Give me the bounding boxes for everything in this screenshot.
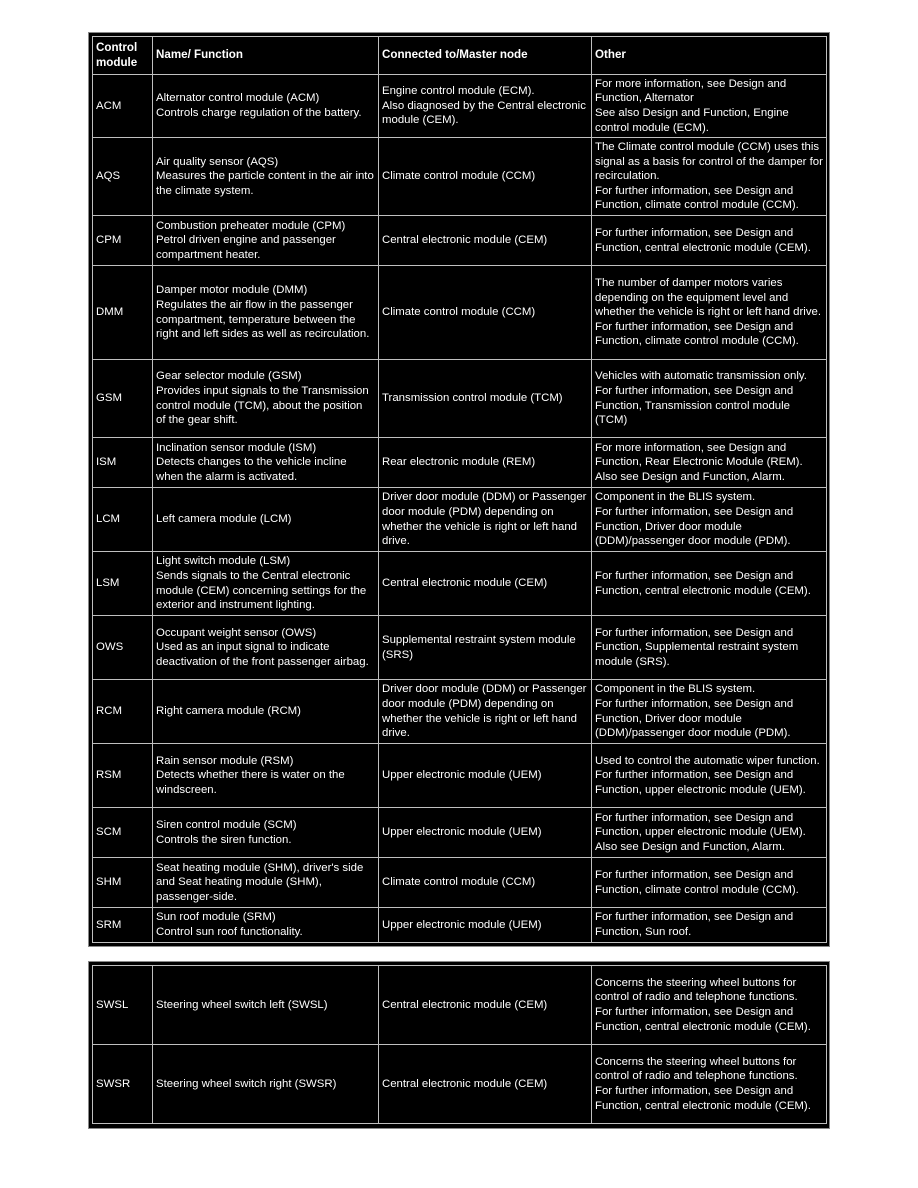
table-row (93, 360, 827, 438)
cell-other: For further information, see Design and Function, upper electronic module (UEM). Also see Design and Function, Alarm. (592, 808, 827, 858)
table-row (93, 908, 827, 943)
cell-module: DMM (93, 266, 153, 360)
cell-module: SWSL (93, 966, 153, 1045)
cell-other: For more information, see Design and Function, Rear Electronic Module (REM). Also see Design and Function, Alarm. (592, 438, 827, 488)
table-header-row (93, 37, 827, 75)
cell-module: RCM (93, 680, 153, 744)
cell-name-function: Gear selector module (GSM) Provides input signals to the Transmission control module (TCM), about the position of the gear shift. (153, 360, 379, 438)
cell-other: For more information, see Design and Function, Alternator See also Design and Function, Engine control module (ECM). (592, 75, 827, 138)
cell-module: LCM (93, 488, 153, 552)
steering-switch-table (89, 962, 829, 1128)
cell-connected-to: Central electronic module (CEM) (379, 216, 592, 266)
cell-connected-to: Transmission control module (TCM) (379, 360, 592, 438)
cell-name-function: Light switch module (LSM) Sends signals to the Central electronic module (CEM) concerning settings for the exterior and instrument lighting. (153, 552, 379, 616)
cell-other: Component in the BLIS system. For further information, see Design and Function, Driver door module (DDM)/passenger door module (PDM). (592, 488, 827, 552)
cell-name-function: Air quality sensor (AQS) Measures the particle content in the air into the climate system. (153, 138, 379, 216)
cell-connected-to: Climate control module (CCM) (379, 266, 592, 360)
cell-module: CPM (93, 216, 153, 266)
cell-name-function: Alternator control module (ACM) Controls charge regulation of the battery. (153, 75, 379, 138)
cell-other: The number of damper motors varies depending on the equipment level and whether the vehicle is right or left hand drive. For further information, see Design and Function, climate control module (CCM). (592, 266, 827, 360)
table-row (93, 216, 827, 266)
cell-connected-to: Upper electronic module (UEM) (379, 744, 592, 808)
cell-connected-to: Climate control module (CCM) (379, 138, 592, 216)
cell-connected-to: Upper electronic module (UEM) (379, 808, 592, 858)
cell-module: ACM (93, 75, 153, 138)
header-other: Other (592, 37, 827, 75)
cell-other: Concerns the steering wheel buttons for control of radio and telephone functions. For further information, see Design and Function, central electronic module (CEM). (592, 966, 827, 1045)
table-row (93, 680, 827, 744)
table-row (93, 966, 827, 1045)
cell-module: RSM (93, 744, 153, 808)
cell-connected-to: Central electronic module (CEM) (379, 552, 592, 616)
table-row (93, 744, 827, 808)
cell-module: LSM (93, 552, 153, 616)
cell-module: SHM (93, 858, 153, 908)
table-row (93, 808, 827, 858)
cell-name-function: Right camera module (RCM) (153, 680, 379, 744)
cell-name-function: Occupant weight sensor (OWS) Used as an input signal to indicate deactivation of the front passenger airbag. (153, 616, 379, 680)
cell-other: The Climate control module (CCM) uses this signal as a basis for control of the damper for recirculation. For further information, see Design and Function, climate control module (CCM). (592, 138, 827, 216)
cell-name-function: Steering wheel switch right (SWSR) (153, 1045, 379, 1124)
cell-other: Vehicles with automatic transmission only. For further information, see Design and Function, Transmission control module (TCM) (592, 360, 827, 438)
cell-module: SRM (93, 908, 153, 943)
table-row (93, 266, 827, 360)
cell-connected-to: Driver door module (DDM) or Passenger door module (PDM) depending on whether the vehicle is right or left hand drive. (379, 488, 592, 552)
cell-connected-to: Central electronic module (CEM) (379, 1045, 592, 1124)
cell-other: For further information, see Design and Function, central electronic module (CEM). (592, 216, 827, 266)
cell-other: Used to control the automatic wiper function. For further information, see Design and Function, upper electronic module (UEM). (592, 744, 827, 808)
table-row (93, 616, 827, 680)
cell-connected-to: Upper electronic module (UEM) (379, 908, 592, 943)
cell-connected-to: Engine control module (ECM). Also diagnosed by the Central electronic module (CEM). (379, 75, 592, 138)
control-module-table (89, 33, 829, 946)
cell-connected-to: Rear electronic module (REM) (379, 438, 592, 488)
header-name-function: Name/ Function (153, 37, 379, 75)
table-row (93, 1045, 827, 1124)
cell-module: SWSR (93, 1045, 153, 1124)
table-row (93, 858, 827, 908)
cell-name-function: Seat heating module (SHM), driver's side and Seat heating module (SHM), passenger-side. (153, 858, 379, 908)
cell-name-function: Inclination sensor module (ISM) Detects changes to the vehicle incline when the alarm is activated. (153, 438, 379, 488)
cell-other: For further information, see Design and Function, Supplemental restraint system module (SRS). (592, 616, 827, 680)
cell-name-function: Combustion preheater module (CPM) Petrol driven engine and passenger compartment heater. (153, 216, 379, 266)
cell-module: ISM (93, 438, 153, 488)
cell-module: GSM (93, 360, 153, 438)
cell-connected-to: Central electronic module (CEM) (379, 966, 592, 1045)
cell-name-function: Rain sensor module (RSM) Detects whether there is water on the windscreen. (153, 744, 379, 808)
table-row (93, 138, 827, 216)
cell-module: SCM (93, 808, 153, 858)
cell-other: Concerns the steering wheel buttons for control of radio and telephone functions. For further information, see Design and Function, central electronic module (CEM). (592, 1045, 827, 1124)
cell-other: For further information, see Design and Function, central electronic module (CEM). (592, 552, 827, 616)
header-connected-to: Connected to/Master node (379, 37, 592, 75)
cell-name-function: Steering wheel switch left (SWSL) (153, 966, 379, 1045)
table-row (93, 552, 827, 616)
cell-module: OWS (93, 616, 153, 680)
cell-name-function: Left camera module (LCM) (153, 488, 379, 552)
table-row (93, 488, 827, 552)
cell-name-function: Siren control module (SCM) Controls the siren function. (153, 808, 379, 858)
cell-connected-to: Driver door module (DDM) or Passenger door module (PDM) depending on whether the vehicle is right or left hand drive. (379, 680, 592, 744)
header-control-module: Control module (93, 37, 153, 75)
cell-name-function: Sun roof module (SRM) Control sun roof functionality. (153, 908, 379, 943)
cell-name-function: Damper motor module (DMM) Regulates the air flow in the passenger compartment, temperature between the right and left sides as well as recirculation. (153, 266, 379, 360)
cell-connected-to: Climate control module (CCM) (379, 858, 592, 908)
steering-switch-table-grid (92, 965, 827, 1124)
control-module-table-grid (92, 36, 827, 943)
cell-other: For further information, see Design and Function, Sun roof. (592, 908, 827, 943)
cell-other: Component in the BLIS system. For further information, see Design and Function, Driver door module (DDM)/passenger door module (PDM). (592, 680, 827, 744)
cell-connected-to: Supplemental restraint system module (SRS) (379, 616, 592, 680)
cell-other: For further information, see Design and Function, climate control module (CCM). (592, 858, 827, 908)
cell-module: AQS (93, 138, 153, 216)
table-row (93, 438, 827, 488)
table-row (93, 75, 827, 138)
